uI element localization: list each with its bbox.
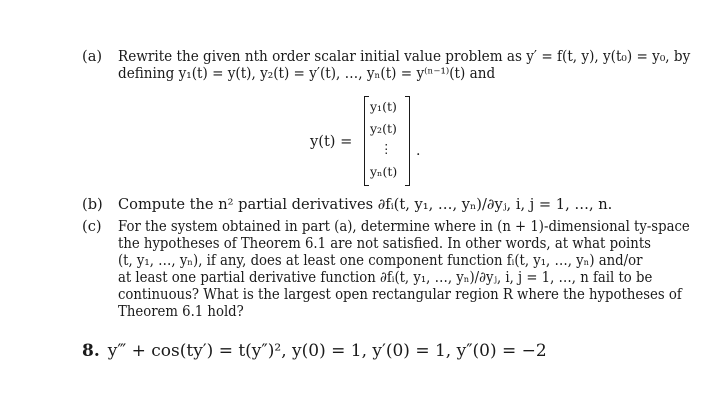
vector-entry-n: yₙ(t) xyxy=(370,164,398,179)
part-c-line-6: Theorem 6.1 hold? xyxy=(118,303,244,320)
vector-definition-equation xyxy=(310,93,450,191)
part-b xyxy=(82,196,682,216)
part-c-text xyxy=(118,218,690,320)
problem-8-number: 8. xyxy=(82,341,100,361)
problem-8 xyxy=(82,341,547,361)
part-a xyxy=(82,48,691,88)
part-c-line-1: For the system obtained in part (a), determine where in (n + 1)-dimensional ty-space xyxy=(118,218,690,235)
vector-entry-2: y₂(t) xyxy=(370,121,397,136)
column-vector xyxy=(364,96,410,184)
vector-entry-1: y₁(t) xyxy=(370,99,397,114)
right-bracket xyxy=(405,96,410,186)
part-c-line-4: at least one partial derivative function ∂fᵢ(t, y₁, …, yₙ)/∂yⱼ, i, j = 1, …, n fail to be xyxy=(118,269,653,286)
left-bracket xyxy=(364,96,369,186)
problem-8-equation: y‴ + cos(ty′) = t(y″)², y(0) = 1, y′(0) = 1, y″(0) = −2 xyxy=(107,341,547,361)
vector-entry-ellipsis: ⋮ xyxy=(380,141,393,156)
part-c-line-5: continuous? What is the largest open rectangular region R where the hypotheses of xyxy=(118,286,682,303)
part-b-text: Compute the n² partial derivatives ∂fᵢ(t, y₁, …, yₙ)/∂yⱼ, i, j = 1, …, n. xyxy=(118,196,613,213)
equation-period: . xyxy=(416,143,421,159)
part-a-line-2: defining y₁(t) = y(t), y₂(t) = y′(t), …, yₙ(t) = y⁽ⁿ⁻¹⁾(t) and xyxy=(118,65,496,82)
part-b-label: (b) xyxy=(82,196,103,213)
part-c-label: (c) xyxy=(82,218,102,235)
part-a-text xyxy=(118,48,690,82)
part-c-line-2: the hypotheses of Theorem 6.1 are not satisfied. In other words, at what points xyxy=(118,235,651,252)
equation-lhs: y(t) = xyxy=(310,133,353,150)
part-a-line-1: Rewrite the given nth order scalar initial value problem as y′ = f(t, y), y(t₀) = y₀, by xyxy=(118,48,691,65)
part-c xyxy=(82,218,690,328)
part-c-line-3: (t, y₁, …, yₙ), if any, does at least one component function fᵢ(t, y₁, …, yₙ) and/or xyxy=(118,252,643,269)
part-a-label: (a) xyxy=(82,48,103,65)
